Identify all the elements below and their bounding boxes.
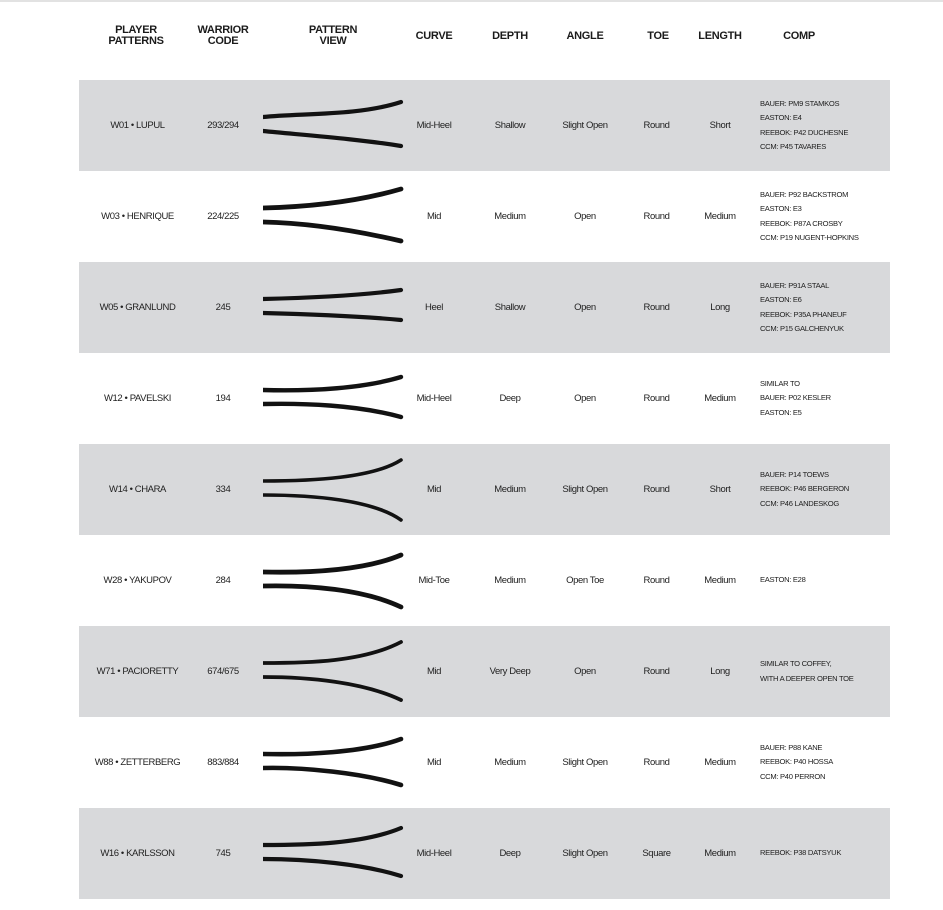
player-pattern-cell: W16 • KARLSSON (100, 848, 175, 859)
curve-cell: Mid-Toe (418, 575, 450, 586)
table-row (79, 262, 890, 353)
blade-pattern-icon (263, 729, 405, 796)
table-row (79, 717, 890, 808)
depth-cell: Deep (499, 848, 521, 859)
table-row (79, 80, 890, 171)
warrior-code-cell: 293/294 (207, 120, 239, 131)
comp-cell (760, 353, 888, 444)
length-cell: Short (709, 120, 731, 131)
header-curve: CURVE (415, 29, 453, 42)
table-row (79, 353, 890, 444)
length-cell: Short (709, 484, 731, 495)
comp-line: REEBOK: P42 DUCHESNE (760, 127, 849, 137)
angle-cell: Open Toe (566, 575, 604, 586)
comp-line: BAUER: P88 KANE (760, 742, 823, 752)
comp-line: EASTON: E28 (760, 575, 806, 585)
comp-cell (760, 626, 888, 717)
curve-cell: Mid-Heel (416, 848, 452, 859)
header-comp: COMP (783, 29, 815, 42)
angle-cell: Open (574, 211, 596, 222)
comp-line: CCM: P46 LANDESKOG (760, 498, 839, 508)
angle-cell: Open (574, 393, 596, 404)
player-pattern-cell: W71 • PACIORETTY (96, 666, 179, 677)
toe-cell: Round (643, 575, 670, 586)
comp-line: BAUER: PM9 STAMKOS (760, 98, 840, 108)
comp-cell (760, 808, 888, 899)
comp-cell (760, 171, 888, 262)
depth-cell: Medium (494, 757, 526, 768)
toe-cell: Round (643, 393, 670, 404)
player-pattern-cell: W01 • LUPUL (110, 120, 165, 131)
comp-line: REEBOK: P46 BERGERON (760, 484, 849, 494)
player-pattern-cell: W12 • PAVELSKI (103, 393, 172, 404)
header-toe: TOE (647, 29, 669, 42)
comp-line: CCM: P19 NUGENT-HOPKINS (760, 233, 859, 242)
length-cell: Medium (704, 848, 736, 859)
table-row (79, 444, 890, 535)
table-row (79, 808, 890, 899)
warrior-code-cell: 245 (215, 302, 231, 313)
comp-line: WITH A DEEPER OPEN TOE (760, 673, 854, 683)
comp-line: REEBOK: P40 HOSSA (760, 757, 833, 767)
angle-cell: Slight Open (562, 757, 608, 768)
comp-cell (760, 717, 888, 808)
player-pattern-cell: W14 • CHARA (109, 484, 166, 495)
angle-cell: Slight Open (562, 484, 608, 495)
comp-line: BAUER: P92 BACKSTROM (760, 189, 849, 199)
toe-cell: Round (643, 484, 670, 495)
angle-cell: Open (574, 666, 596, 677)
comp-line: EASTON: E6 (760, 295, 802, 304)
header-depth: DEPTH (492, 29, 528, 42)
blade-pattern-icon (263, 456, 405, 523)
depth-cell: Shallow (494, 302, 526, 313)
warrior-code-cell: 194 (215, 393, 231, 404)
header-length: LENGTH (698, 29, 742, 42)
curve-cell: Mid-Heel (416, 120, 452, 131)
depth-cell: Deep (499, 393, 521, 404)
comp-line: REEBOK: P38 DATSYUK (760, 848, 842, 858)
length-cell: Long (710, 666, 730, 677)
length-cell: Medium (704, 757, 736, 768)
angle-cell: Slight Open (562, 848, 608, 859)
player-pattern-cell: W28 • YAKUPOV (103, 575, 172, 586)
comp-line: SIMILAR TO COFFEY, (760, 659, 832, 668)
comp-line: REEBOK: P35A PHANEUF (760, 309, 847, 319)
depth-cell: Shallow (494, 120, 526, 131)
table-row (79, 171, 890, 262)
comp-line: CCM: P40 PERRON (760, 771, 826, 781)
comp-line: BAUER: P14 TOEWS (760, 469, 829, 479)
player-pattern-cell: W88 • ZETTERBERG (94, 757, 181, 768)
warrior-code-cell: 883/884 (207, 757, 239, 768)
player-pattern-cell: W03 • HENRIQUE (101, 211, 174, 222)
curve-cell: Mid (426, 484, 442, 495)
header-player-patterns: PLAYER PATTERNS (108, 24, 164, 47)
toe-cell: Round (643, 120, 670, 131)
toe-cell: Round (643, 211, 670, 222)
curve-cell: Mid (426, 666, 442, 677)
toe-cell: Round (643, 302, 670, 313)
curve-cell: Mid (426, 757, 442, 768)
blade-pattern-icon (263, 547, 405, 614)
warrior-code-cell: 745 (215, 848, 231, 859)
header-warrior-code: WARRIOR CODE (197, 24, 249, 47)
comp-line: BAUER: P02 KESLER (760, 393, 831, 403)
comp-line: CCM: P45 TAVARES (760, 142, 826, 151)
curve-cell: Mid-Heel (416, 393, 452, 404)
comp-line: EASTON: E3 (760, 204, 802, 213)
length-cell: Long (710, 302, 730, 313)
toe-cell: Round (643, 666, 670, 677)
comp-cell (760, 80, 888, 171)
table-row (79, 535, 890, 626)
blade-pattern-icon (263, 92, 405, 159)
depth-cell: Medium (494, 575, 526, 586)
comp-line: BAUER: P91A STAAL (760, 280, 830, 290)
angle-cell: Open (574, 302, 596, 313)
depth-cell: Medium (494, 211, 526, 222)
comp-line: REEBOK: P87A CROSBY (760, 218, 843, 228)
curve-cell: Mid (426, 211, 442, 222)
length-cell: Medium (704, 211, 736, 222)
comp-line: EASTON: E4 (760, 113, 802, 122)
comp-line: CCM: P15 GALCHENYUK (760, 324, 844, 333)
comp-line: SIMILAR TO (760, 378, 800, 388)
header-angle: ANGLE (566, 29, 604, 42)
toe-cell: Round (643, 757, 670, 768)
depth-cell: Medium (494, 484, 526, 495)
comp-cell (760, 444, 888, 535)
blade-pattern-icon (263, 274, 405, 341)
comp-line: EASTON: E5 (760, 407, 802, 417)
warrior-code-cell: 334 (215, 484, 231, 495)
blade-pattern-icon (263, 820, 405, 887)
warrior-code-cell: 674/675 (207, 666, 239, 677)
toe-cell: Square (642, 848, 671, 859)
depth-cell: Very Deep (489, 666, 531, 677)
length-cell: Medium (704, 575, 736, 586)
warrior-code-cell: 284 (215, 575, 231, 586)
header-pattern-view: PATTERN VIEW (308, 24, 358, 47)
blade-pattern-icon (263, 638, 405, 705)
warrior-code-cell: 224/225 (207, 211, 239, 222)
blade-pattern-icon (263, 365, 405, 432)
curve-cell: Heel (425, 302, 443, 313)
comp-cell (760, 262, 888, 353)
length-cell: Medium (704, 393, 736, 404)
blade-pattern-icon (263, 183, 405, 250)
player-pattern-cell: W05 • GRANLUND (99, 302, 176, 313)
table-row (79, 626, 890, 717)
comp-cell (760, 535, 888, 626)
angle-cell: Slight Open (562, 120, 608, 131)
